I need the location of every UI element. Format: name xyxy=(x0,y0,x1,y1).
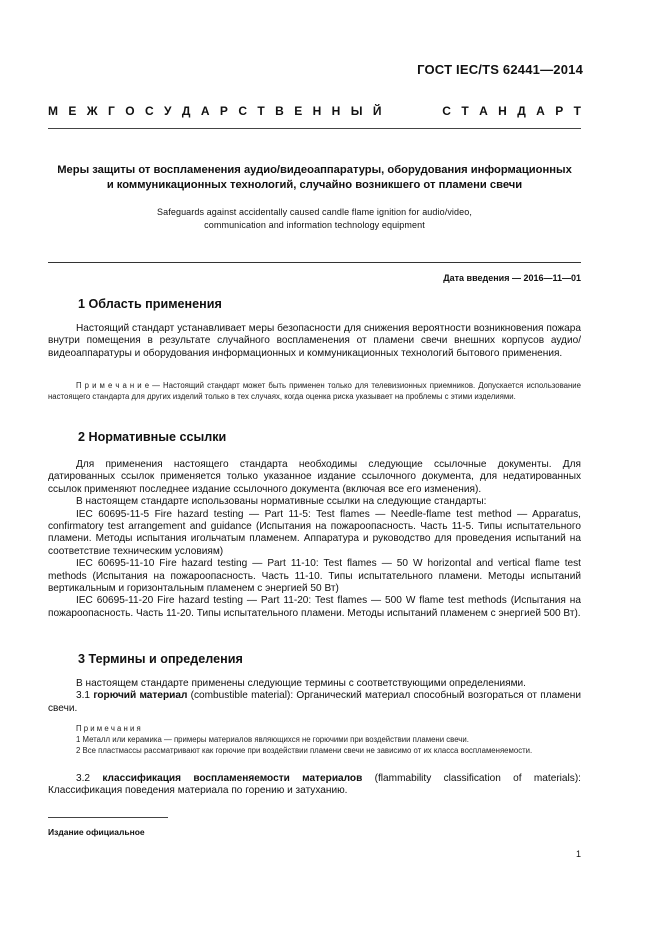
banner-letter: Ж xyxy=(86,104,98,118)
section1-note xyxy=(48,380,581,402)
term-definition: (flammability classification of materials): Классификация поведения материала по горению и затуханию. xyxy=(48,773,581,797)
reference-iec-60695-11-20: IEC 60695-11-20 Fire hazard testing — Part 11-20: Test flames — 500 W flame test methods (Испытания на пожароопасность. Часть 11-20. Типы испытательного пламени. Методы испытаний пламенем с энергией 500 Вт). xyxy=(48,595,581,619)
banner-word-gap xyxy=(392,104,432,118)
banner-letter: М xyxy=(48,104,58,118)
term-number: 3.2 xyxy=(76,773,91,784)
title-english-line2: communication and information technology equipment xyxy=(204,220,425,230)
interstate-standard-banner xyxy=(48,104,581,118)
banner-letter: Т xyxy=(573,104,581,118)
title-english-line1: Safeguards against accidentally caused candle flame ignition for audio/video, xyxy=(157,207,472,217)
normative-intro: Для применения настоящего стандарта необходимы следующие ссылочные документы. Для датированных ссылок применяется только указанное издание ссылочного документа, для недатированных ссылок применяют последнее издание ссылочного документа (включая все его изменения). xyxy=(48,459,581,495)
term-name: горючий материал xyxy=(93,690,188,702)
document-code: ГОСТ IEC/TS 62441—2014 xyxy=(417,62,583,77)
reference-iec-60695-11-10: IEC 60695-11-10 Fire hazard testing — Part 11-10: Test flames — 50 W horizontal and vertical flame test methods (Испытания на пожароопасность. Часть 11-10. Типы испытательного пламени. Методы испытаний вертикальным и горизонтальным пламенем с энергией 50 Вт) xyxy=(48,558,581,595)
banner-letter: Й xyxy=(372,104,382,118)
banner-letter: Е xyxy=(294,104,303,118)
footer-rule xyxy=(48,817,168,818)
notes-label: П р и м е ч а н и я xyxy=(76,724,141,733)
banner-letter: Р xyxy=(219,104,228,118)
title-rule xyxy=(48,262,581,263)
section1-paragraph xyxy=(48,323,581,360)
section3-heading: 3 Термины и определения xyxy=(78,652,243,666)
banner-letter: Н xyxy=(312,104,322,118)
term-definition: (combustible material): Органический материал способный возгораться от пламени свечи. xyxy=(48,690,581,714)
banner-letter: Р xyxy=(555,104,564,118)
banner-letter: Ы xyxy=(350,104,363,118)
banner-letter: А xyxy=(479,104,488,118)
banner-letter: С xyxy=(238,104,247,118)
section2-body xyxy=(48,459,581,620)
section1-heading: 1 Область применения xyxy=(78,297,222,311)
title-russian-line2: и коммуникационных технологий, случайно возникшего от пламени свечи xyxy=(106,179,523,191)
note-label: П р и м е ч а н и е xyxy=(76,381,150,390)
banner-letter: Г xyxy=(108,104,115,118)
section2-heading: 2 Нормативные ссылки xyxy=(78,430,227,444)
banner-letter: Т xyxy=(257,104,265,118)
normative-list-intro: В настоящем стандарте использованы нормативные ссылки на следующие стандарты: xyxy=(76,496,487,508)
note-2: 2 Все пластмассы рассматривают как горючие при воздействии пламени свечи не зависимо от их класса воспламеняемости. xyxy=(76,746,533,755)
top-rule xyxy=(48,128,581,129)
section3-term2 xyxy=(48,773,581,798)
title-russian xyxy=(48,163,581,193)
banner-letter: О xyxy=(125,104,135,118)
term-3-1 xyxy=(48,690,581,715)
banner-letter: Т xyxy=(461,104,469,118)
section3-body xyxy=(48,678,581,715)
banner-letter: Д xyxy=(181,104,191,118)
banner-letter: Е xyxy=(68,104,77,118)
note-1: 1 Металл или керамика — примеры материалов являющихся не горючими при воздействии пламени свечи. xyxy=(76,735,469,744)
scope-text: Настоящий стандарт устанавливает меры безопасности для снижения вероятности возникновения пожара внутри помещения в результате случайного воспламенения от пламени свечи внешних корпусов аудио/видеоаппаратуры и оборудования информационных и коммуникационных технологий бытового применения. xyxy=(48,323,581,359)
title-russian-line1: Меры защиты от воспламенения аудио/видеоаппаратуры, оборудования информационных xyxy=(57,164,572,176)
banner-letter: А xyxy=(536,104,545,118)
terms-intro: В настоящем стандарте применены следующие термины с соответствующими определениями. xyxy=(76,678,526,689)
note-text: — Настоящий стандарт может быть применен только для телевизионных приемников. Допускается использование настоящего стандарта для других изделий только в тех случаях, когда оценка риска указывает на проблемы с этими изделиями. xyxy=(48,381,581,401)
banner-letter: С xyxy=(144,104,154,118)
reference-iec-60695-11-5: IEC 60695-11-5 Fire hazard testing — Part 11-5: Test flames — Needle-flame test method — Apparatus, confirmatory test arrangement and guidance (Испытания на пожароопасность. Часть 11-5. Типы испытательного пламени. Методы испытания игольчатым пламенем. Аппаратура и руководство для проведения испытаний на соответствие техническим условиям) xyxy=(48,508,581,557)
title-english xyxy=(48,206,581,232)
banner-letter: В xyxy=(275,104,284,118)
banner-letter: У xyxy=(164,104,172,118)
banner-letter: Н xyxy=(498,104,507,118)
term-name: классификация воспламеняемости материалов xyxy=(102,773,363,784)
page-number: 1 xyxy=(575,849,581,859)
term-number: 3.1 xyxy=(76,690,91,702)
banner-letter: Д xyxy=(517,104,526,118)
banner-letter: С xyxy=(442,104,451,118)
official-edition-label: Издание официальное xyxy=(48,827,145,837)
term-3-2 xyxy=(48,773,581,798)
banner-letter: Н xyxy=(331,104,341,118)
section3-notes xyxy=(48,723,581,756)
banner-letter: А xyxy=(200,104,210,118)
introduction-date: Дата введения — 2016—11—01 xyxy=(443,273,581,283)
